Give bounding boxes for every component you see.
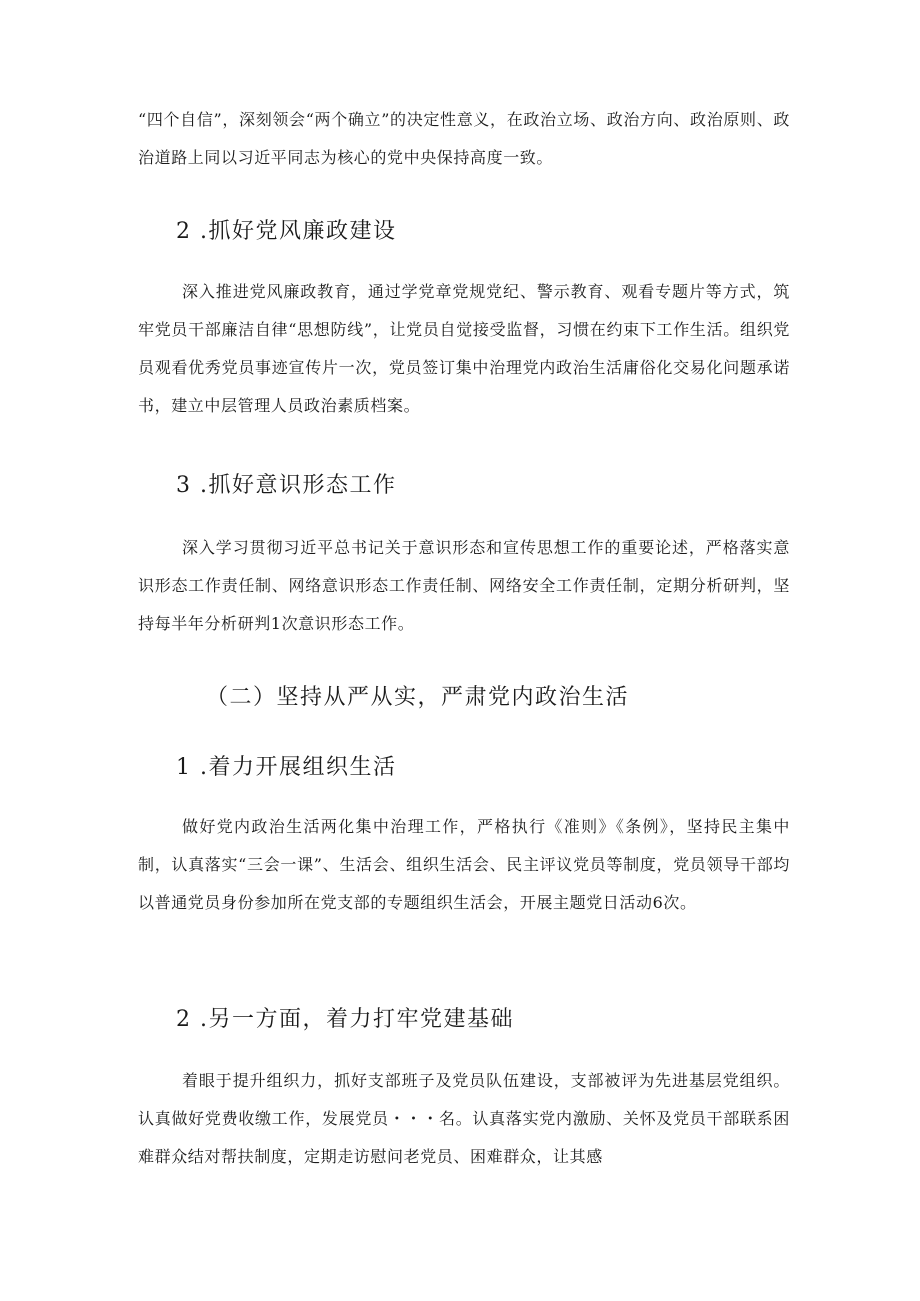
- paragraph-continuation: “四个自信”，深刻领会“两个确立”的决定性意义，在政治立场、政治方向、政治原则、政治道路上同以习近平同志为核心的党中央保持高度一致。: [138, 110, 790, 167]
- paragraph-party-integrity: 深入推进党风廉政教育，通过学党章党规党纪、警示教育、观看专题片等方式，筑牢党员干部廉洁自律“思想防线”，让党员自觉接受监督，习惯在约束下工作生活。组织党员观看优秀党员事迹宣传片一次，党员签订集中治理党内政治生活庸俗化交易化问题承诺书，建立中层管理人员政治素质档案。: [138, 282, 790, 415]
- section-heading-political-life: （二）坚持从严从实，严肃党内政治生活: [206, 685, 630, 710]
- paragraph-ideology-work: 深入学习贯彻习近平总书记关于意识形态和宣传思想工作的重要论述，严格落实意识形态工作责任制、网络意识形态工作责任制、网络安全工作责任制，定期分析研判，坚持每半年分析研判1次意识形态工作。: [138, 538, 790, 633]
- subheading-party-integrity: 2 .抓好党风廉政建设: [176, 219, 397, 244]
- paragraph-organization-life: 做好党内政治生活两化集中治理工作，严格执行《准则》《条例》，坚持民主集中制，认真落实“三会一课”、生活会、组织生活会、民主评议党员等制度，党员领导干部均以普通党员身份参加所在党支部的专题组织生活会，开展主题党日活动6次。: [138, 817, 790, 912]
- paragraph-party-foundation: 着眼于提升组织力，抓好支部班子及党员队伍建设，支部被评为先进基层党组织。认真做好党费收缴工作，发展党员・・・名。认真落实党内激励、关怀及党员干部联系困难群众结对帮扶制度，定期走访慰问老党员、困难群众，让其感: [138, 1071, 790, 1166]
- subheading-organization-life: 1 .着力开展组织生活: [176, 755, 397, 780]
- subheading-ideology-work: 3 .抓好意识形态工作: [176, 473, 397, 498]
- subheading-party-foundation: 2 .另一方面，着力打牢党建基础: [176, 1007, 514, 1032]
